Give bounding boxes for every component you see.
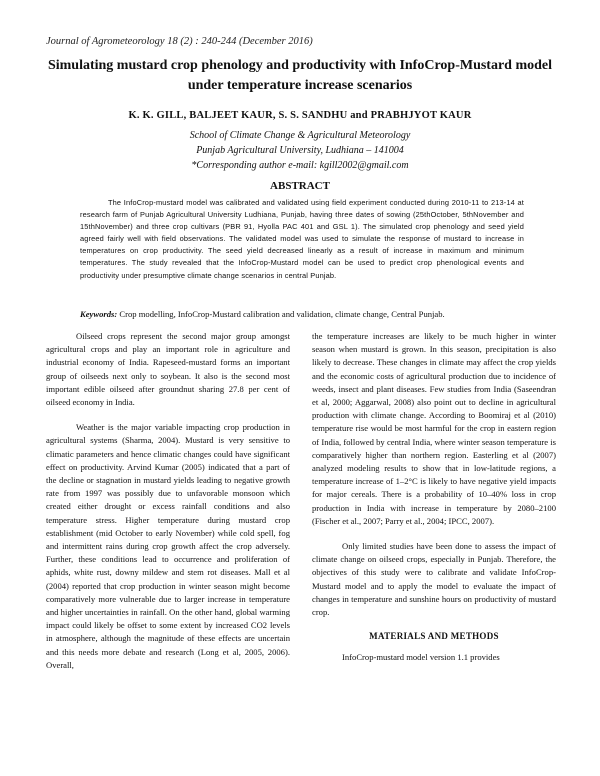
abstract-text: The InfoCrop-mustard model was calibrated and validated using field experiment conducted during 2010-11 to 213-14 at research farm of Punjab Agricultural University Ludhiana, Punjab, having three dates of sowing (25thOctober, 5thNovember and 15thNovember) and three crop cultivars (PBR 91, Hyolla PAC 401 and GSL 1). The simulated crop phenology and seed yield agreed fairly well with field observations. The validated model was used to simulate the response of mustard to increase in temperatures on crop productivity. The seed yield decreased linearly as a result of increase in maximum and minimum temperatures. The study revealed that the InfoCrop-Mustard model can be used to predict crop phenological events and productivity under presumptive climate change scenarios in central Punjab.: [80, 198, 524, 280]
affiliation-block: [30, 128, 570, 173]
paper-title: [30, 56, 570, 96]
paragraph-objectives: Only limited studies have been done to assess the impact of climate change on oilseed crops, especially in Punjab. Therefore, the objectives of this study were to calibrate and validate InfoCrop-Mustard model and to apply the model to evaluate the impact of changes in temperature and sunshine hours on productivity of mustard crop.: [312, 541, 556, 618]
journal-citation: Journal of Agrometeorology 18 (2) : 240-244 (December 2016): [46, 36, 313, 47]
paragraph-intro: Oilseed crops represent the second major group amongst agricultural crops and play an important role in agriculture and industrial economy of India. Rapeseed-mustard forms an important group of oilseeds next only to soybean. It also is the second most important edible oilseed after groundnut sharing 27.8 per cent of oilseed economy in India.: [46, 331, 290, 408]
keywords-line: [80, 309, 540, 319]
corresponding-author: *Corresponding author e-mail: kgill2002@gmail.com: [191, 160, 409, 171]
paragraph-continued: the temperature increases are likely to be much higher in winter season when mustard is grown. In this season, precipitation is also likely to decrease. These changes in climate may affect the crop yields and the economic costs of agricultural production due to incidence of weeds, insect and plant diseases. Few studies from India (Saseendran et al, 2000; Aggarwal, 2008) also point out to decline in agricultural production with climate change. According to Boomiraj et al (2010) temperature rise would be most harmful for the crop in eastern region of India, followed by central India, where winter season temperature is comparatively higher than northern region. Easterling et al (2007) analyzed modeling results to show that in low-latitude regions, a temperature increase of 1–2°C is likely to have negative yield impacts for major cereals. There is a probability of 10–40% loss in crop production in India with increase in temperature by 2080–2100 (Fischer et al., 2007; Parry et al., 2004; IPCC, 2007).: [312, 331, 556, 526]
title-line-2: under temperature increase scenarios: [187, 78, 413, 93]
title-line-1: Simulating mustard crop phenology and productivity with InfoCrop-Mustard model: [47, 58, 553, 73]
paragraph-methods: InfoCrop-mustard model version 1.1 provides: [342, 652, 500, 663]
author-list: K. K. GILL, BALJEET KAUR, S. S. SANDHU and PRABHJYOT KAUR: [128, 110, 472, 121]
affiliation-university: Punjab Agricultural University, Ludhiana – 141004: [196, 145, 404, 156]
right-column: [312, 330, 556, 676]
left-column: [46, 330, 290, 684]
paragraph-weather: Weather is the major variable impacting crop production in agricultural systems (Sharma, 2004). Mustard is very sensitive to climatic parameters and hence climatic changes could have significant effect on productivity. Arvind Kumar (2005) indicated that a part of the decline or stagnation in mustard yields leading to negative growth rate from 1997 was possibly due to unfavorable monsoon which created either drought or excess rainfall conditions and also temperature stress. Higher temperature during mustard crop establishment (mid October to early November) while cold spell, fog and intermittent rains during crop growth affect the crop adversely. Further, these conditions lead to occurrence and proliferation of aphids, white rust, downy mildew and stem rot diseases. Mall et al (2004) reported that crop production in winter season might become comparatively more vulnerable due to larger increase in temperature and higher uncertainties in rainfall. On the other hand, global warming impact could likely be offset to some extent by increased CO2 levels in atmosphere, although the magnitude of these effects are uncertain and this needs more debate and research (Long et al, 2005, 2006). Overall,: [46, 422, 290, 670]
section-heading-methods: MATERIALS AND METHODS: [369, 631, 499, 642]
affiliation-department: School of Climate Change & Agricultural Meteorology: [189, 130, 411, 141]
keywords-label: Keywords:: [80, 309, 118, 319]
keywords-text: Crop modelling, InfoCrop-Mustard calibration and validation, climate change, Central Punjab.: [117, 309, 445, 319]
abstract-heading: ABSTRACT: [270, 180, 330, 192]
